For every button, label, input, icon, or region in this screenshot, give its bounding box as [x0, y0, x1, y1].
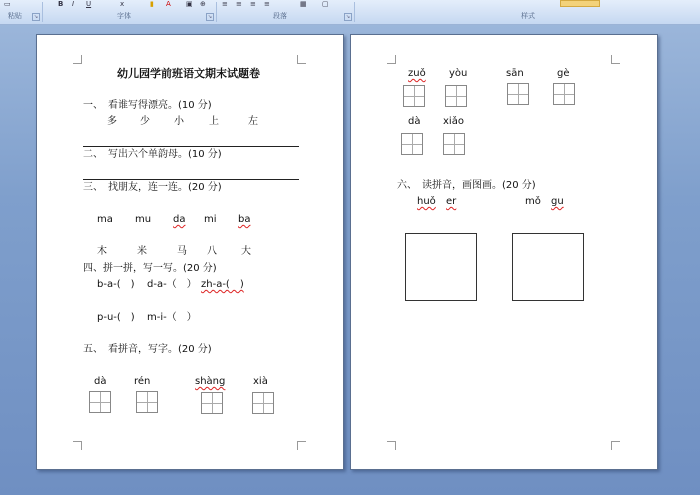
margin-corner-mark — [297, 55, 306, 64]
q4-item: m-i-（ ） — [147, 312, 197, 323]
q4-item: zh-a-( ) — [201, 279, 244, 290]
shading-icon[interactable]: ▦ — [300, 0, 307, 8]
q3-char: 大 — [241, 246, 251, 257]
p2-pinyin: zuǒ — [408, 68, 426, 79]
align-right-icon[interactable]: ≡ — [250, 0, 256, 8]
drawing-box[interactable] — [512, 233, 584, 301]
group-label-paragraph: 段落 — [273, 12, 287, 20]
enclose-char-icon[interactable]: ⊕ — [200, 0, 206, 8]
margin-corner-mark — [611, 55, 620, 64]
tianzige-box[interactable] — [445, 85, 467, 107]
p2-pinyin: gè — [557, 68, 570, 79]
q6-pinyin: mǒ — [525, 196, 541, 207]
q5-pinyin: rén — [134, 376, 151, 387]
q6-pinyin: gu — [551, 196, 564, 207]
q3-pinyin: ba — [238, 214, 251, 225]
underline-icon[interactable]: U — [86, 0, 92, 8]
borders-icon[interactable]: ▢ — [322, 0, 329, 8]
question-2-label: 二、 写出六个单韵母。(10 分) — [83, 149, 222, 160]
q5-pinyin: dà — [94, 376, 107, 387]
p2-pinyin: yòu — [449, 68, 468, 79]
margin-corner-mark — [297, 441, 306, 450]
margin-corner-mark — [611, 441, 620, 450]
margin-corner-mark — [73, 441, 82, 450]
font-launcher-icon[interactable]: ↘ — [207, 14, 213, 20]
subscript-icon[interactable]: x — [120, 0, 125, 8]
p2-pinyin: xiǎo — [443, 116, 464, 127]
group-label-styles: 样式 — [521, 12, 535, 20]
tianzige-box[interactable] — [136, 391, 158, 413]
style-gallery-highlight[interactable] — [560, 0, 600, 7]
italic-icon[interactable]: I — [72, 0, 75, 8]
writing-line — [83, 179, 299, 180]
align-center-icon[interactable]: ≡ — [236, 0, 242, 8]
ribbon-tools-row — [0, 0, 700, 9]
q5-pinyin: xià — [253, 376, 268, 387]
q3-char: 八 — [207, 246, 217, 257]
q4-item: b-a-( ) — [97, 279, 135, 290]
highlight-icon[interactable]: ▮ — [150, 0, 154, 8]
group-separator — [216, 2, 217, 22]
question-6-label: 六、 读拼音，画图画。(20 分) — [397, 180, 536, 191]
drawing-box[interactable] — [405, 233, 477, 301]
q1-char: 小 — [174, 116, 184, 127]
group-separator — [42, 2, 43, 22]
tianzige-box[interactable] — [89, 391, 111, 413]
question-5-label: 五、 看拼音，写字。(20 分) — [83, 344, 212, 355]
clipboard-launcher-icon[interactable]: ↘ — [33, 14, 39, 20]
q1-char: 少 — [140, 116, 150, 127]
q3-pinyin: mi — [204, 214, 217, 225]
question-1-label: 一、 看谁写得漂亮。(10 分) — [83, 100, 212, 111]
question-3-label: 三、 找朋友，连一连。(20 分) — [83, 182, 222, 193]
bold-icon[interactable]: B — [58, 0, 64, 8]
font-color-icon[interactable]: A — [166, 0, 171, 8]
ribbon-toolbar — [0, 0, 700, 25]
tianzige-box[interactable] — [553, 83, 575, 105]
q3-pinyin: da — [173, 214, 186, 225]
align-left-icon[interactable]: ≡ — [222, 0, 228, 8]
p2-pinyin: dà — [408, 116, 421, 127]
tianzige-box[interactable] — [201, 392, 223, 414]
tianzige-box[interactable] — [443, 133, 465, 155]
margin-corner-mark — [73, 55, 82, 64]
q5-pinyin: shàng — [195, 376, 226, 387]
paste-small-icon[interactable]: ▭ — [4, 0, 11, 8]
p2-pinyin: sān — [506, 68, 524, 79]
q3-pinyin: mu — [135, 214, 152, 225]
q3-char: 米 — [137, 246, 147, 257]
group-separator — [354, 2, 355, 22]
tianzige-box[interactable] — [403, 85, 425, 107]
q6-pinyin: huǒ — [417, 196, 436, 207]
q4-item: p-u-( ) — [97, 312, 135, 323]
char-border-icon[interactable]: ▣ — [186, 0, 193, 8]
q3-char: 马 — [177, 246, 187, 257]
q4-item: d-a-（ ） — [147, 279, 197, 290]
q3-char: 木 — [97, 246, 107, 257]
margin-corner-mark — [387, 55, 396, 64]
group-label-font: 字体 — [117, 12, 131, 20]
q1-char: 左 — [248, 116, 258, 127]
exam-title: 幼儿园学前班语文期末试题卷 — [117, 67, 260, 80]
tianzige-box[interactable] — [401, 133, 423, 155]
q1-char: 上 — [209, 116, 219, 127]
tianzige-box[interactable] — [252, 392, 274, 414]
q3-pinyin: ma — [97, 214, 113, 225]
margin-corner-mark — [387, 441, 396, 450]
document-page-2[interactable] — [350, 34, 658, 470]
tianzige-box[interactable] — [507, 83, 529, 105]
writing-line — [83, 146, 299, 147]
justify-icon[interactable]: ≡ — [264, 0, 270, 8]
q6-pinyin: er — [446, 196, 457, 207]
question-4-label: 四、拼一拼，写一写。(20 分) — [83, 263, 217, 274]
paragraph-launcher-icon[interactable]: ↘ — [345, 14, 351, 20]
document-page-1[interactable] — [36, 34, 344, 470]
group-label-clipboard: 粘贴 — [8, 12, 22, 20]
q1-char: 多 — [107, 116, 117, 127]
